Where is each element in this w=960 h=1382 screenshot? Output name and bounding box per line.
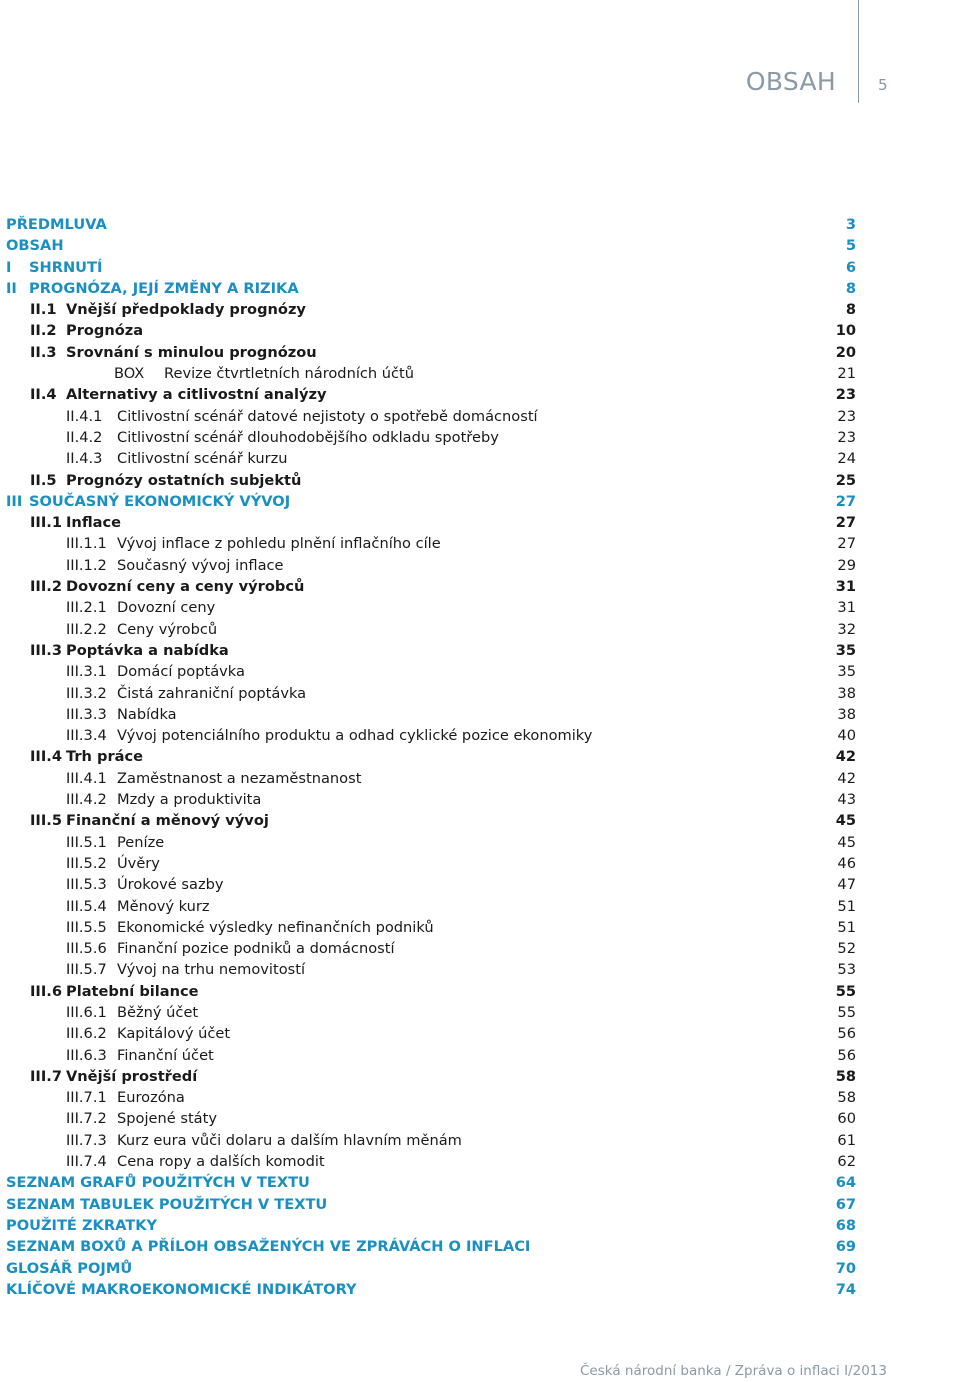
toc-entry-title: Finanční pozice podniků a domácností <box>117 940 395 958</box>
toc-entry-page: 58 <box>837 1089 856 1107</box>
toc-entry-number: III.4.1 <box>66 769 107 787</box>
toc-entry-number: III.5.1 <box>66 833 107 851</box>
toc-entry-label <box>30 384 327 405</box>
toc-entry-title: Kapitálový účet <box>117 1025 231 1043</box>
toc-entry-label <box>6 1258 132 1279</box>
toc-entry[interactable] <box>6 384 856 405</box>
toc-entry[interactable] <box>6 363 856 384</box>
toc-entry-title: GLOSÁŘ POJMŮ <box>6 1259 133 1277</box>
toc-entry-label <box>66 938 395 959</box>
toc-entry-title: Úvěry <box>117 854 160 872</box>
toc-entry-number: III.5.3 <box>66 876 107 894</box>
toc-entry-label <box>66 1002 198 1023</box>
toc-entry-title: Prognóza <box>66 322 144 340</box>
toc-entry-page: 38 <box>837 684 856 702</box>
toc-entry-label <box>66 959 305 980</box>
toc-entry-title: Dovozní ceny <box>117 599 216 617</box>
toc-entry[interactable] <box>6 832 856 853</box>
toc-entry-page: 43 <box>837 791 856 809</box>
toc-entry-number: III.7.1 <box>66 1089 107 1107</box>
toc-entry-number: III.5.6 <box>66 940 107 958</box>
toc-entry[interactable] <box>6 555 856 576</box>
toc-entry-page: 27 <box>835 492 856 510</box>
toc-entry-number: III.2 <box>30 578 62 596</box>
toc-entry-page: 6 <box>845 258 856 276</box>
toc-entry-title: POUŽITÉ ZKRATKY <box>6 1216 158 1234</box>
toc-entry[interactable] <box>6 746 856 767</box>
toc-entry[interactable] <box>6 1258 856 1279</box>
toc-entry-page: 58 <box>835 1067 856 1085</box>
toc-entry[interactable] <box>6 1130 856 1151</box>
toc-entry-title: Nabídka <box>117 705 177 723</box>
toc-entry-number: BOX <box>114 365 145 383</box>
toc-entry-page: 61 <box>837 1131 856 1149</box>
toc-entry-page: 31 <box>837 599 856 617</box>
toc-entry-title: Měnový kurz <box>117 897 210 915</box>
toc-entry-title: Citlivostní scénář dlouhodobějšího odkladu spotřeby <box>117 428 499 446</box>
toc-entry-label <box>66 1108 217 1129</box>
toc-entry-page: 3 <box>845 216 856 233</box>
toc-entry-page: 45 <box>835 812 856 830</box>
toc-entry-number: III.2.1 <box>66 599 107 617</box>
toc-entry-page: 52 <box>837 940 856 958</box>
footer-text: Česká národní banka / Zpráva o inflaci I/2013 <box>580 1363 887 1379</box>
toc-entry-label <box>6 257 102 278</box>
toc-entry-title: SEZNAM BOXŮ A PŘÍLOH OBSAŽENÝCH VE ZPRÁVÁCH O INFLACI <box>6 1238 531 1256</box>
toc-entry-page: 31 <box>835 578 856 596</box>
toc-entry-label <box>66 874 224 895</box>
toc-entry[interactable] <box>6 896 856 917</box>
toc-entry-number: II <box>6 279 17 297</box>
toc-entry[interactable] <box>6 1236 856 1257</box>
page-section-title: OBSAH <box>745 67 836 96</box>
toc-entry-number: II.4.3 <box>66 450 103 468</box>
toc-entry[interactable] <box>6 214 856 235</box>
toc-entry-page: 29 <box>837 556 856 574</box>
toc-entry-number: II.1 <box>30 301 57 319</box>
toc-entry-title: Vývoj na trhu nemovitostí <box>117 961 306 979</box>
toc-entry-page: 10 <box>835 322 856 340</box>
toc-entry-number: III.3.1 <box>66 663 107 681</box>
toc-entry-number: III.3.4 <box>66 727 107 745</box>
toc-entry-title: SEZNAM GRAFŮ POUŽITÝCH V TEXTU <box>6 1174 310 1192</box>
toc-entry-title: Finanční účet <box>117 1046 214 1064</box>
toc-entry-page: 27 <box>837 535 856 553</box>
toc-entry[interactable] <box>6 427 856 448</box>
toc-entry[interactable] <box>6 470 856 491</box>
toc-entry-number: II.3 <box>30 343 57 361</box>
toc-entry-page: 8 <box>845 301 856 319</box>
toc-entry[interactable] <box>6 959 856 980</box>
toc-entry[interactable] <box>6 938 856 959</box>
toc-entry[interactable] <box>6 235 856 256</box>
toc-entry-label <box>66 704 177 725</box>
toc-entry-page: 70 <box>835 1259 856 1277</box>
toc-entry-label <box>30 640 229 661</box>
toc-entry-page: 68 <box>835 1216 856 1234</box>
toc-entry-label <box>6 1172 310 1193</box>
toc-entry[interactable] <box>6 1172 856 1193</box>
toc-entry-number: III.6 <box>30 982 62 1000</box>
toc-entry-label <box>66 896 210 917</box>
toc-entry[interactable] <box>6 278 856 299</box>
toc-entry-number: III.6.2 <box>66 1025 107 1043</box>
toc-entry[interactable] <box>6 917 856 938</box>
toc-entry-number: III.5 <box>30 812 62 830</box>
toc-entry[interactable] <box>6 448 856 469</box>
toc-entry-label <box>66 661 245 682</box>
toc-entry-number: II.5 <box>30 471 57 489</box>
toc-entry-number: III.7 <box>30 1067 62 1085</box>
toc-entry[interactable] <box>6 874 856 895</box>
toc-entry-title: Peníze <box>117 833 165 851</box>
toc-entry-label <box>66 789 261 810</box>
toc-entry-label <box>6 278 299 299</box>
toc-entry[interactable] <box>6 619 856 640</box>
toc-entry-number: III.4.2 <box>66 791 107 809</box>
toc-entry-title: Kurz eura vůči dolaru a dalším hlavním měnám <box>117 1131 462 1149</box>
toc-entry-page: 67 <box>835 1195 856 1213</box>
toc-entry-page: 20 <box>835 343 856 361</box>
toc-entry-title: SOUČASNÝ EKONOMICKÝ VÝVOJ <box>29 492 291 510</box>
toc-entry-number: II.2 <box>30 322 57 340</box>
toc-entry-number: I <box>6 258 12 276</box>
toc-entry-title: SHRNUTÍ <box>29 258 103 276</box>
toc-entry-title: Úrokové sazby <box>117 876 224 894</box>
toc-entry-title: Revize čtvrtletních národních účtů <box>164 365 415 383</box>
toc-entry-page: 64 <box>835 1174 856 1192</box>
toc-entry-title: Poptávka a nabídka <box>66 641 229 659</box>
toc-entry-label <box>30 1066 197 1087</box>
toc-entry[interactable] <box>6 406 856 427</box>
toc-entry-label <box>6 1236 530 1257</box>
toc-entry-page: 55 <box>837 1003 856 1021</box>
toc-entry-title: Ceny výrobců <box>117 620 218 638</box>
toc-entry-label <box>66 619 217 640</box>
toc-entry-number: III.4 <box>30 748 62 766</box>
toc-entry-page: 51 <box>837 918 856 936</box>
toc-entry-label <box>66 1045 214 1066</box>
toc-entry[interactable] <box>6 768 856 789</box>
toc-entry-page: 27 <box>835 514 856 532</box>
toc-entry[interactable] <box>6 1087 856 1108</box>
toc-entry-label <box>6 1215 157 1236</box>
toc-entry-label <box>30 981 199 1002</box>
toc-entry-page: 42 <box>835 748 856 766</box>
toc-entry-page: 60 <box>837 1110 856 1128</box>
toc-entry-label <box>66 406 538 427</box>
toc-entry-page: 23 <box>835 386 856 404</box>
toc-entry-page: 62 <box>837 1153 856 1171</box>
toc-entry[interactable] <box>6 299 856 320</box>
toc-entry-title: Alternativy a citlivostní analýzy <box>66 386 327 404</box>
toc-entry-label <box>66 597 215 618</box>
toc-entry[interactable] <box>6 683 856 704</box>
toc-entry-number: III.1.2 <box>66 556 107 574</box>
toc-entry-number: III.1 <box>30 514 62 532</box>
toc-entry-number: III.3 <box>30 641 62 659</box>
toc-entry-title: Finanční a měnový vývoj <box>66 812 269 830</box>
toc-entry-title: Trh práce <box>66 748 144 766</box>
toc-entry-title: Eurozóna <box>117 1089 185 1107</box>
toc-entry-title: Platební bilance <box>66 982 199 1000</box>
toc-entry[interactable] <box>6 1023 856 1044</box>
page-number: 5 <box>878 76 888 94</box>
toc-entry-title: KLÍČOVÉ MAKROEKONOMICKÉ INDIKÁTORY <box>6 1280 357 1298</box>
toc-entry-number: III.6.1 <box>66 1003 107 1021</box>
toc-entry[interactable] <box>6 1151 856 1172</box>
toc-entry-label <box>6 1279 357 1300</box>
toc-entry-title: Současný vývoj inflace <box>117 556 284 574</box>
toc-entry-number: II.4 <box>30 386 57 404</box>
toc-entry-page: 23 <box>837 407 856 425</box>
toc-entry[interactable] <box>6 512 856 533</box>
toc-entry-title: Citlivostní scénář datové nejistoty o spotřebě domácností <box>117 407 538 425</box>
toc-entry-title: Srovnání s minulou prognózou <box>66 343 317 361</box>
toc-entry-page: 56 <box>837 1025 856 1043</box>
toc-entry[interactable] <box>6 853 856 874</box>
toc-entry-number: III.6.3 <box>66 1046 107 1064</box>
toc-entry-page: 55 <box>835 982 856 1000</box>
toc-entry[interactable] <box>6 704 856 725</box>
toc-entry-number: III.2.2 <box>66 620 107 638</box>
toc-entry-title: Cena ropy a dalších komodit <box>117 1153 325 1171</box>
toc-entry-label <box>66 1130 462 1151</box>
toc-entry-label <box>30 746 143 767</box>
toc-entry-page: 38 <box>837 705 856 723</box>
toc-entry[interactable] <box>6 810 856 831</box>
toc-entry-label <box>6 235 64 256</box>
toc-entry-number: II.4.1 <box>66 407 103 425</box>
toc-entry-page: 74 <box>835 1280 856 1298</box>
toc-entry-title: Zaměstnanost a nezaměstnanost <box>117 769 362 787</box>
toc-entry[interactable] <box>6 725 856 746</box>
toc-entry-title: Mzdy a produktivita <box>117 791 262 809</box>
toc-entry-page: 45 <box>837 833 856 851</box>
toc-entry-number: III.7.2 <box>66 1110 107 1128</box>
toc-entry-label <box>30 810 269 831</box>
toc-entry[interactable] <box>6 533 856 554</box>
toc-entry-title: Inflace <box>66 514 122 532</box>
toc-entry-number: II.4.2 <box>66 428 103 446</box>
toc-entry-page: 51 <box>837 897 856 915</box>
toc-entry-label <box>30 320 143 341</box>
toc-entry-number: III.5.7 <box>66 961 107 979</box>
toc-entry-label <box>66 853 160 874</box>
toc-entry-label <box>66 1023 230 1044</box>
toc-entry-number: III.7.3 <box>66 1131 107 1149</box>
toc-entry-page: 53 <box>837 961 856 979</box>
toc-entry-title: Citlivostní scénář kurzu <box>117 450 288 468</box>
toc-entry-label <box>6 1194 327 1215</box>
toc-entry-label <box>6 491 290 512</box>
toc-entry-title: Vývoj potenciálního produktu a odhad cyklické pozice ekonomiky <box>117 727 593 745</box>
toc-entry-label <box>66 427 499 448</box>
table-of-contents <box>6 214 856 1300</box>
toc-entry[interactable] <box>6 1066 856 1087</box>
toc-entry[interactable] <box>6 320 856 341</box>
toc-entry-label <box>30 576 304 597</box>
toc-entry[interactable] <box>6 661 856 682</box>
toc-entry-title: Čistá zahraniční poptávka <box>117 684 307 702</box>
toc-entry[interactable] <box>6 789 856 810</box>
toc-entry[interactable] <box>6 1279 856 1300</box>
toc-entry-title: OBSAH <box>6 237 64 255</box>
toc-entry-page: 56 <box>837 1046 856 1064</box>
toc-entry-label <box>30 342 317 363</box>
toc-entry-title: Vnější prostředí <box>66 1067 198 1085</box>
toc-entry-label <box>66 555 284 576</box>
toc-entry[interactable] <box>6 576 856 597</box>
toc-entry-label <box>66 683 306 704</box>
toc-entry-label <box>66 533 441 554</box>
toc-entry-title: Běžný účet <box>117 1003 199 1021</box>
toc-entry-label <box>66 917 434 938</box>
toc-entry[interactable] <box>6 597 856 618</box>
toc-entry-title: Prognózy ostatních subjektů <box>66 471 302 489</box>
toc-entry-number: III.5.5 <box>66 918 107 936</box>
toc-entry-label <box>6 214 107 235</box>
toc-entry-label <box>66 768 361 789</box>
toc-entry-title: Vývoj inflace z pohledu plnění inflačního cíle <box>117 535 441 553</box>
toc-entry-page: 69 <box>835 1238 856 1256</box>
toc-entry-label <box>66 1087 185 1108</box>
toc-entry-label <box>30 512 121 533</box>
toc-entry-number: III.7.4 <box>66 1153 107 1171</box>
toc-entry[interactable] <box>6 1108 856 1129</box>
toc-entry-number: III.3.2 <box>66 684 107 702</box>
toc-entry-page: 47 <box>837 876 856 894</box>
toc-entry-number: III.5.2 <box>66 854 107 872</box>
toc-entry-page: 42 <box>837 769 856 787</box>
toc-entry-title: Dovozní ceny a ceny výrobců <box>66 578 305 596</box>
toc-entry-title: SEZNAM TABULEK POUŽITÝCH V TEXTU <box>6 1195 328 1213</box>
toc-entry-label <box>66 832 164 853</box>
toc-entry[interactable] <box>6 640 856 661</box>
toc-entry-page: 32 <box>837 620 856 638</box>
toc-entry-number: III.5.4 <box>66 897 107 915</box>
toc-entry[interactable] <box>6 1194 856 1215</box>
toc-entry-title: PROGNÓZA, JEJÍ ZMĚNY A RIZIKA <box>29 279 299 297</box>
toc-entry[interactable] <box>6 1002 856 1023</box>
toc-entry[interactable] <box>6 491 856 512</box>
toc-entry-page: 46 <box>837 854 856 872</box>
toc-entry-page: 24 <box>837 450 856 468</box>
toc-entry[interactable] <box>6 257 856 278</box>
toc-entry-title: PŘEDMLUVA <box>6 216 107 233</box>
toc-entry[interactable] <box>6 981 856 1002</box>
toc-entry-title: Ekonomické výsledky nefinančních podniků <box>117 918 434 936</box>
toc-entry-label <box>30 470 301 491</box>
toc-entry-label <box>66 1151 325 1172</box>
toc-entry-label <box>66 448 288 469</box>
toc-entry-label <box>66 725 592 746</box>
toc-entry-title: Domácí poptávka <box>117 663 245 681</box>
toc-entry-page: 8 <box>845 279 856 297</box>
toc-entry[interactable] <box>6 1215 856 1236</box>
header-divider-line <box>858 0 859 103</box>
toc-entry-page: 40 <box>837 727 856 745</box>
toc-entry-page: 23 <box>837 428 856 446</box>
toc-entry-page: 35 <box>837 663 856 681</box>
toc-entry-label <box>114 363 414 384</box>
toc-entry-page: 21 <box>837 365 856 383</box>
toc-entry-label <box>30 299 306 320</box>
toc-entry-number: III <box>6 492 23 510</box>
toc-entry-page: 35 <box>835 641 856 659</box>
toc-entry-number: III.3.3 <box>66 705 107 723</box>
toc-entry[interactable] <box>6 1045 856 1066</box>
toc-entry-page: 5 <box>845 237 856 255</box>
toc-entry-title: Vnější předpoklady prognózy <box>66 301 306 319</box>
toc-entry-page: 25 <box>835 471 856 489</box>
toc-entry-number: III.1.1 <box>66 535 107 553</box>
toc-entry[interactable] <box>6 342 856 363</box>
toc-entry-title: Spojené státy <box>117 1110 217 1128</box>
